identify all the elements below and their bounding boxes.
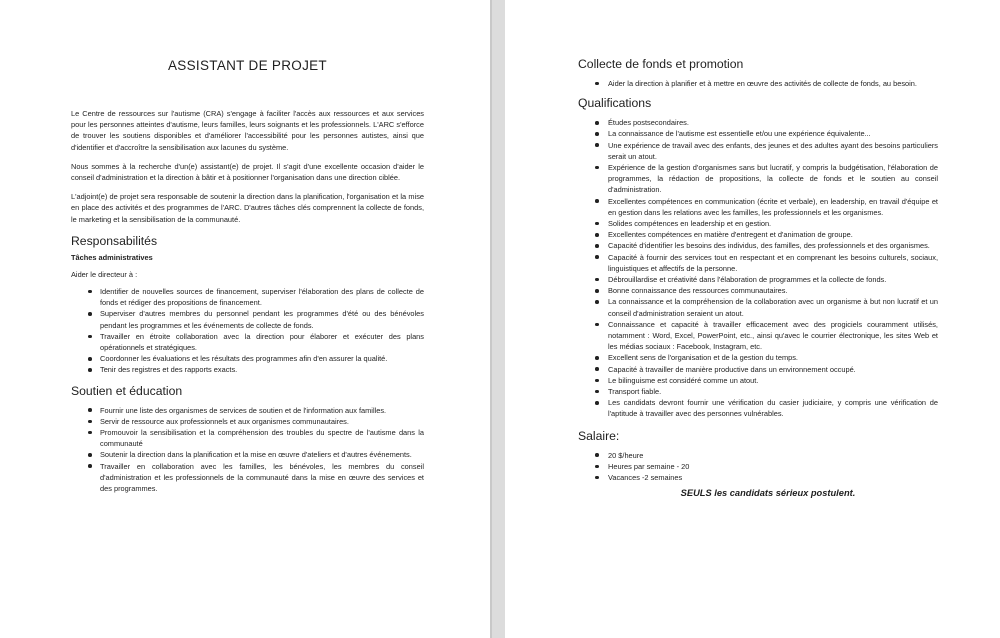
document-page-1 [0,0,490,638]
list-item: Transport fiable. [578,386,938,397]
page-gutter [490,0,505,638]
list-item: Le bilinguisme est considéré comme un atout. [578,375,938,386]
list-item: 20 $/heure [578,450,938,461]
list-item: Capacité à fournir des services tout en respectant et en comprenant les besoins culturels, sociaux, linguistiques et affectifs de la personne. [578,252,938,274]
list-item: Identifier de nouvelles sources de financement, superviser l'élaboration des plans de collecte de fonds et rédiger des propositions de financement. [71,286,424,308]
list-item: Connaissance et capacité à travailler efficacement avec des progiciels couramment utilisés, notamment : Word, Excel, PowerPoint, etc., ainsi qu'avec le courrier électronique, les sites Web et les médias sociaux : Facebook, Instagram, etc. [578,319,938,353]
list-item: Soutenir la direction dans la planification et la mise en œuvre d'ateliers et d'autres événements. [71,449,424,460]
list-item: Servir de ressource aux professionnels et aux organismes communautaires. [71,416,424,427]
list-item: Superviser d'autres membres du personnel pendant les programmes d'été ou des bénévoles pendant les programmes et les événements de collecte de fonds. [71,308,424,330]
intro-paragraph-2: Nous sommes à la recherche d'un(e) assistant(e) de projet. Il s'agit d'une excellente occasion d'aider le conseil d'administration et la direction à bâtir et à positionner l'organisation dans une direction ciblée. [71,161,424,183]
list-item: Bonne connaissance des ressources communautaires. [578,285,938,296]
collecte-heading: Collecte de fonds et promotion [578,57,744,71]
responsabilites-heading: Responsabilités [71,233,158,248]
taches-admin-subheading: Tâches administratives [71,252,153,262]
qualifications-list [578,117,938,419]
intro-paragraph-1: Le Centre de ressources sur l'autisme (CRA) s'engage à faciliter l'accès aux ressources et aux services pour les personnes atteintes d'autisme, leurs familles, leurs soignants et les professionnels. L'ARC s'efforce de trouver les soutiens disponibles et d'améliorer l'accessibilité pour les personnes autistes, ainsi que d'identifier et d'accroître la sensibilisation aux lacunes du système. [71,109,424,152]
qualifications-heading: Qualifications [578,96,652,111]
list-item: Expérience de la gestion d'organismes sans but lucratif, y compris la budgétisation, l'élaboration de programmes, la rédaction de propositions, la collecte de fonds et le soutien au conseil d'administration. [578,162,938,196]
soutien-list [71,405,424,495]
list-item: Débrouillardise et créativité dans l'élaboration de programmes et la collecte de fonds. [578,274,938,285]
list-item: Travailler en collaboration avec les familles, les bénévoles, les membres du conseil d'administration et les professionnels de la communauté dans la mise en œuvre des services et des programmes. [71,461,424,495]
collecte-list [578,78,938,89]
intro-paragraph-3: L'adjoint(e) de projet sera responsable de soutenir la direction dans la planification, l'organisation et la mise en place des activités et des programmes de l'ARC. D'autres tâches clés comprennent la collecte de fonds, le marketing et la sensibilisation de la communauté. [71,192,424,224]
responsabilites-list [71,286,424,376]
list-item: Coordonner les évaluations et les résultats des programmes afin d'en assurer la qualité. [71,353,424,364]
list-item: Aider la direction à planifier et à mettre en œuvre des activités de collecte de fonds, au besoin. [578,78,938,89]
list-item: La connaissance de l'autisme est essentielle et/ou une expérience équivalente... [578,128,938,139]
soutien-heading: Soutien et éducation [71,383,183,398]
list-item: Capacité à travailler de manière productive dans un environnement occupé. [578,364,938,375]
list-item: Excellentes compétences en matière d'entregent et d'animation de groupe. [578,229,938,240]
list-item: La connaissance et la compréhension de la collaboration avec un organisme à but non lucratif et un conseil d'administration seraient un atout. [578,296,938,318]
aider-directeur-lead: Aider le directeur à : [71,269,138,279]
list-item: Études postsecondaires. [578,117,938,128]
list-item: Capacité d'identifier les besoins des individus, des familles, des professionnels et des organismes. [578,240,938,251]
list-item: Promouvoir la sensibilisation et la compréhension des troubles du spectre de l'autisme dans la communauté [71,427,424,449]
salaire-list [578,450,938,484]
list-item: Excellentes compétences en communication (écrite et verbale), en leadership, en travail d'équipe et en gestion dans les relations avec les familles, les professionnels et les organismes. [578,196,938,218]
list-item: Vacances -2 semaines [578,472,938,483]
document-page-2 [505,0,1000,638]
list-item: Solides compétences en leadership et en gestion. [578,218,938,229]
page-title: ASSISTANT DE PROJET [168,58,327,73]
closing-note: SEULS les candidats sérieux postulent. [680,488,856,499]
list-item: Tenir des registres et des rapports exacts. [71,364,424,375]
list-item: Heures par semaine - 20 [578,461,938,472]
list-item: Les candidats devront fournir une vérification du casier judiciaire, y compris une vérification de l'aptitude à travailler avec des personnes vulnérables. [578,397,938,419]
list-item: Travailler en étroite collaboration avec la direction pour élaborer et exécuter des plans opérationnels et stratégiques. [71,331,424,353]
list-item: Une expérience de travail avec des enfants, des jeunes et des adultes ayant des besoins particuliers serait un atout. [578,140,938,162]
list-item: Excellent sens de l'organisation et de la gestion du temps. [578,352,938,363]
list-item: Fournir une liste des organismes de services de soutien et de l'information aux familles. [71,405,424,416]
salaire-heading: Salaire: [578,428,620,443]
